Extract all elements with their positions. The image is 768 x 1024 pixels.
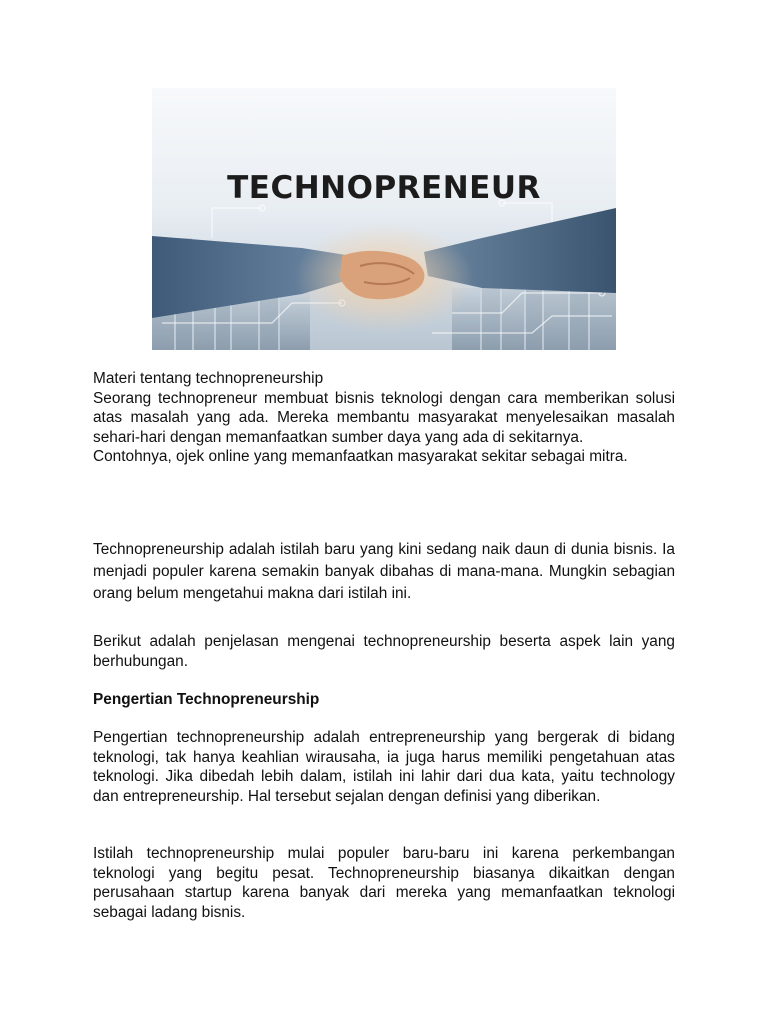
hero-title: TECHNOPRENEUR	[227, 170, 541, 206]
intro-title: Materi tentang technopreneurship	[93, 370, 324, 387]
handshake-illustration	[152, 88, 616, 350]
paragraph-3: Pengertian technopreneurship adalah entrepreneurship yang bergerak di bidang teknologi, tak hanya keahlian wirausaha, ia juga harus memiliki pengetahuan atas teknologi. Jika dibedah lebih dalam, istilah ini lahir dari dua kata, yaitu technology dan entrepreneurship. Hal tersebut sejalan dengan definisi yang diberikan.	[93, 729, 675, 805]
intro-section	[93, 369, 675, 467]
intro-example: Contohnya, ojek online yang memanfaatkan masyarakat sekitar sebagai mitra.	[93, 448, 628, 466]
section-heading: Pengertian Technopreneurship	[93, 691, 320, 708]
hero-image	[152, 88, 616, 350]
paragraph-2: Berikut adalah penjelasan mengenai technopreneurship beserta aspek lain yang berhubungan.	[93, 633, 675, 670]
paragraph-1: Technopreneurship adalah istilah baru yang kini sedang naik daun di dunia bisnis. Ia menjadi populer karena semakin banyak dibahas di mana-mana. Mungkin sebagian orang belum mengetahui makna dari istilah ini.	[93, 541, 675, 602]
intro-paragraph: Seorang technopreneur membuat bisnis teknologi dengan cara memberikan solusi atas masalah yang ada. Mereka membantu masyarakat menyelesaikan masalah sehari-hari dengan memanfaatkan sumber daya yang ada di sekitarnya.	[93, 389, 675, 446]
paragraph-4: Istilah technopreneurship mulai populer baru-baru ini karena perkembangan teknologi yang begitu pesat. Technopreneurship biasanya dikaitkan dengan perusahaan startup karena banyak dari mereka yang memanfaatkan teknologi sebagai ladang bisnis.	[93, 845, 675, 921]
